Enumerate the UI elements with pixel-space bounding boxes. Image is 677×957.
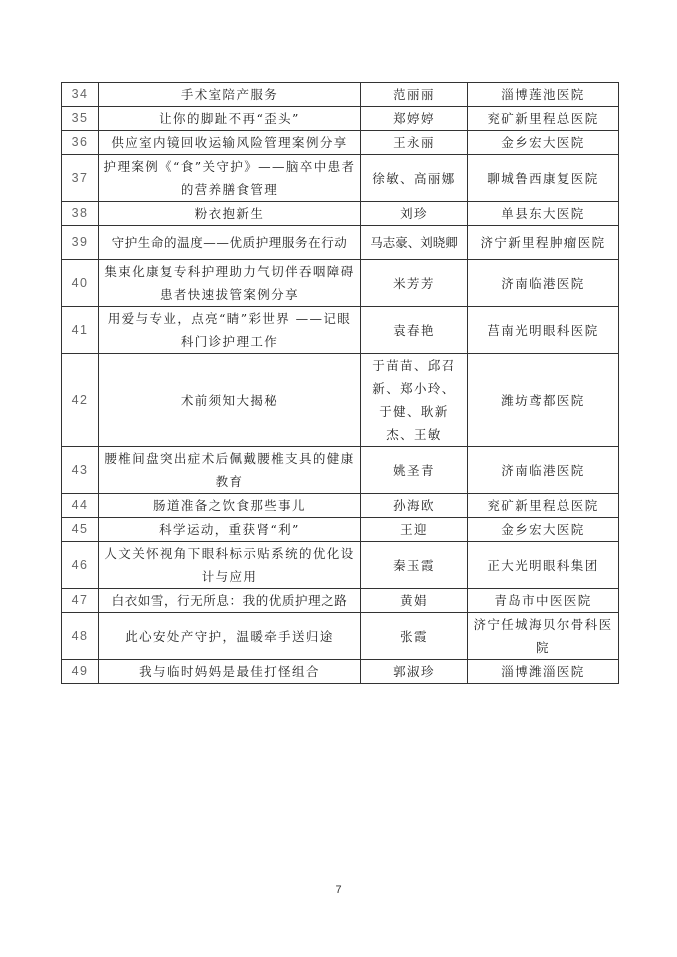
table-row — [62, 447, 619, 494]
row-number: 43 — [62, 447, 99, 494]
row-number: 37 — [62, 155, 99, 202]
row-number: 36 — [62, 131, 99, 155]
entry-title: 此心安处产守护，温暖牵手送归途 — [99, 613, 361, 660]
table-row — [62, 83, 619, 107]
entry-hospital: 聊城鲁西康复医院 — [468, 155, 619, 202]
entry-hospital: 济宁新里程肿瘤医院 — [468, 226, 619, 260]
entry-title: 白衣如雪，行无所息：我的优质护理之路 — [99, 589, 361, 613]
entry-authors: 姚圣青 — [361, 447, 468, 494]
row-number: 41 — [62, 307, 99, 354]
entry-hospital: 济南临港医院 — [468, 260, 619, 307]
entry-hospital: 淄博潍淄医院 — [468, 660, 619, 684]
table-row — [62, 613, 619, 660]
entry-hospital: 淄博莲池医院 — [468, 83, 619, 107]
entry-authors: 郭淑珍 — [361, 660, 468, 684]
entry-authors: 刘珍 — [361, 202, 468, 226]
row-number: 46 — [62, 542, 99, 589]
row-number: 49 — [62, 660, 99, 684]
entry-authors: 张霞 — [361, 613, 468, 660]
row-number: 38 — [62, 202, 99, 226]
table-row — [62, 589, 619, 613]
entry-authors: 王永丽 — [361, 131, 468, 155]
entry-hospital: 潍坊鸢都医院 — [468, 354, 619, 447]
table-row — [62, 660, 619, 684]
entry-hospital: 金乡宏大医院 — [468, 131, 619, 155]
entry-title: 腰椎间盘突出症术后佩戴腰椎支具的健康教育 — [99, 447, 361, 494]
award-list-table — [61, 82, 619, 684]
row-number: 48 — [62, 613, 99, 660]
entry-title: 手术室陪产服务 — [99, 83, 361, 107]
entry-hospital: 金乡宏大医院 — [468, 518, 619, 542]
entry-hospital: 莒南光明眼科医院 — [468, 307, 619, 354]
entry-hospital: 兖矿新里程总医院 — [468, 494, 619, 518]
entry-title: 用爱与专业，点亮“睛”彩世界 ——记眼科门诊护理工作 — [99, 307, 361, 354]
entry-hospital: 济南临港医院 — [468, 447, 619, 494]
entry-title: 护理案例《“食”关守护》——脑卒中患者的营养膳食管理 — [99, 155, 361, 202]
entry-hospital: 济宁任城海贝尔骨科医院 — [468, 613, 619, 660]
entry-authors: 于苗苗、邱召新、郑小玲、于健、耿新杰、王敏 — [361, 354, 468, 447]
entry-hospital: 兖矿新里程总医院 — [468, 107, 619, 131]
entry-hospital: 单县东大医院 — [468, 202, 619, 226]
entry-title: 肠道准备之饮食那些事儿 — [99, 494, 361, 518]
entry-title: 科学运动，重获肾“利” — [99, 518, 361, 542]
table-row — [62, 354, 619, 447]
entry-title: 守护生命的温度——优质护理服务在行动 — [99, 226, 361, 260]
row-number: 40 — [62, 260, 99, 307]
table-row — [62, 518, 619, 542]
entry-authors: 范丽丽 — [361, 83, 468, 107]
row-number: 44 — [62, 494, 99, 518]
entry-authors: 徐敏、高丽娜 — [361, 155, 468, 202]
table-row — [62, 107, 619, 131]
entry-authors: 孙海欧 — [361, 494, 468, 518]
table-row — [62, 131, 619, 155]
entry-title: 术前须知大揭秘 — [99, 354, 361, 447]
entry-authors: 袁春艳 — [361, 307, 468, 354]
entry-authors: 黄娟 — [361, 589, 468, 613]
entry-title: 我与临时妈妈是最佳打怪组合 — [99, 660, 361, 684]
entry-authors: 王迎 — [361, 518, 468, 542]
row-number: 35 — [62, 107, 99, 131]
entry-authors: 秦玉霞 — [361, 542, 468, 589]
entry-title: 供应室内镜回收运输风险管理案例分享 — [99, 131, 361, 155]
page-number: 7 — [335, 884, 342, 896]
row-number: 34 — [62, 83, 99, 107]
entry-title: 人文关怀视角下眼科标示贴系统的优化设计与应用 — [99, 542, 361, 589]
table-row — [62, 494, 619, 518]
table-row — [62, 202, 619, 226]
row-number: 42 — [62, 354, 99, 447]
entry-title: 让你的脚趾不再“歪头” — [99, 107, 361, 131]
table-row — [62, 307, 619, 354]
entry-title: 集束化康复专科护理助力气切伴吞咽障碍患者快速拔管案例分享 — [99, 260, 361, 307]
table-row — [62, 260, 619, 307]
entry-hospital: 正大光明眼科集团 — [468, 542, 619, 589]
entry-hospital: 青岛市中医医院 — [468, 589, 619, 613]
entry-authors: 郑婷婷 — [361, 107, 468, 131]
table-row — [62, 542, 619, 589]
row-number: 47 — [62, 589, 99, 613]
table-row — [62, 155, 619, 202]
entry-title: 粉衣抱新生 — [99, 202, 361, 226]
entry-authors: 米芳芳 — [361, 260, 468, 307]
row-number: 39 — [62, 226, 99, 260]
table-row — [62, 226, 619, 260]
entry-authors: 马志豪、刘晓卿 — [361, 226, 468, 260]
row-number: 45 — [62, 518, 99, 542]
